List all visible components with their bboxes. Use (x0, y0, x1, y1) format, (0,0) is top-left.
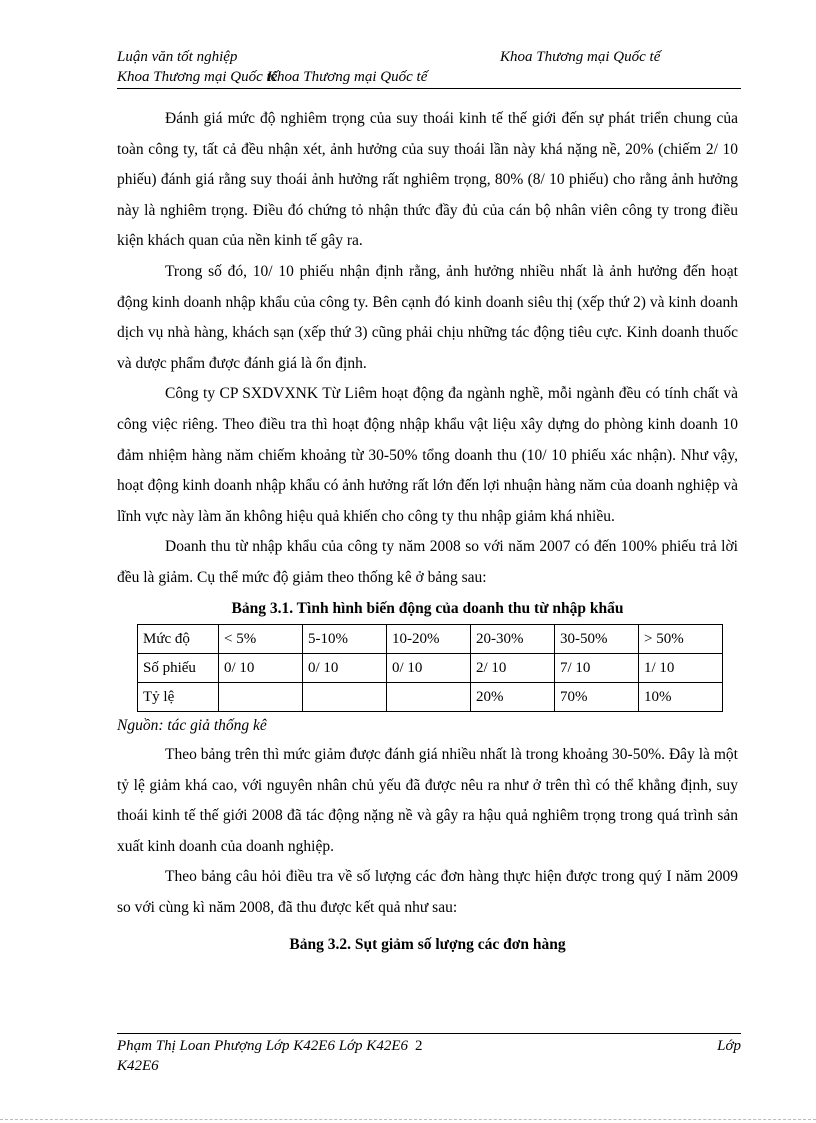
table-3-2-caption: Bảng 3.2. Sụt giảm số lượng các đơn hàng (289, 935, 566, 953)
table-cell: Tỷ lệ (138, 683, 219, 712)
footer-class-code: K42E6 (117, 1058, 159, 1074)
paragraph: Doanh thu từ nhập khẩu của công ty năm 2008 so với năm 2007 có đến 100% phiếu trả lời đều là giảm. Cụ thể mức độ giảm theo thống kê ở bảng sau: (117, 538, 738, 586)
table-cell: 30-50% (555, 625, 639, 654)
table-cell: 20% (471, 683, 555, 712)
table-cell (219, 683, 303, 712)
table-cell: 0/ 10 (303, 654, 387, 683)
table-cell: 7/ 10 (555, 654, 639, 683)
table-cell: 10-20% (387, 625, 471, 654)
table-cell (303, 683, 387, 712)
paragraph: Trong số đó, 10/ 10 phiếu nhận định rằng, ảnh hưởng nhiều nhất là ảnh hưởng đến hoạt động kinh doanh nhập khẩu của công ty. Bên cạnh đó kinh doanh siêu thị (xếp thứ 2) và kinh doanh dịch vụ nhà hàng, khách sạn (xếp thứ 3) cũng phải chịu những tác động tiêu cực. Kinh doanh thuốc và dược phẩm được đánh giá là ổn định. (117, 262, 738, 372)
header-thesis-title: Luận văn tốt nghiệp (117, 49, 238, 65)
footer-divider (117, 1033, 741, 1034)
paragraph: Theo bảng trên thì mức giảm được đánh giá nhiều nhất là trong khoảng 30-50%. Đây là một tỷ lệ giảm khá cao, với nguyên nhân chủ yếu đã được nêu ra như ở trên thì có thể khẳng định, suy thoái kinh tế thế giới 2008 đã tác động nặng nề và gây ra hậu quả nghiêm trọng trong quá trình sản xuất kinh doanh của doanh nghiệp. (117, 746, 738, 855)
table-cell: 10% (639, 683, 723, 712)
table-row (138, 625, 723, 654)
table-row (138, 654, 723, 683)
footer-author: Phạm Thị Loan Phượng Lớp K42E6 Lớp K42E6 (117, 1038, 408, 1054)
table-cell: > 50% (639, 625, 723, 654)
header-divider (117, 88, 741, 89)
header-faculty-repeat-1: Khoa Thương mại Quốc tế (117, 69, 278, 85)
table-cell: < 5% (219, 625, 303, 654)
table-cell: 0/ 10 (387, 654, 471, 683)
header-faculty-repeat-2: Khoa Thương mại Quốc tế (267, 69, 428, 85)
table-cell: Mức độ (138, 625, 219, 654)
table-3-1 (137, 624, 723, 712)
table-cell: 20-30% (471, 625, 555, 654)
table-cell: Số phiếu (138, 654, 219, 683)
page-header (117, 47, 741, 85)
header-faculty: Khoa Thương mại Quốc tế (500, 49, 661, 65)
table-cell: 0/ 10 (219, 654, 303, 683)
paragraph: Công ty CP SXDVXNK Từ Liêm hoạt động đa ngành nghề, mỗi ngành đều có tính chất và công việc riêng. Theo điều tra thì hoạt động nhập khẩu vật liệu xây dựng do phòng kinh doanh 10 đảm nhiệm hàng năm chiếm khoảng từ 30-50% tổng doanh thu (10/ 10 phiếu xác nhận). Như vậy, hoạt động kinh doanh nhập khẩu có ảnh hưởng rất lớn đến lợi nhuận hàng năm của doanh nghiệp và lĩnh vực này làm ăn không hiệu quả khiến cho công ty thu nhập giảm khá nhiều. (117, 385, 738, 525)
table-cell (387, 683, 471, 712)
table-cell: 5-10% (303, 625, 387, 654)
paragraph: Theo bảng câu hỏi điều tra về số lượng các đơn hàng thực hiện được trong quý I năm 2009 so với cùng kì năm 2008, đã thu được kết quả như sau: (117, 868, 738, 917)
table-cell: 2/ 10 (471, 654, 555, 683)
table-cell: 70% (555, 683, 639, 712)
table-3-1-caption: Bảng 3.1. Tình hình biến động của doanh thu từ nhập khẩu (231, 599, 624, 617)
paragraph: Đánh giá mức độ nghiêm trọng của suy thoái kinh tế thế giới đến sự phát triển chung của toàn công ty, tất cả đều nhận xét, ảnh hưởng của suy thoái lần này khá nặng nề, 20% (chiếm 2/ 10 phiếu) đánh giá rằng suy thoái ảnh hưởng rất nghiêm trọng, 80% (8/ 10 phiếu) cho rằng ảnh hưởng này là nghiêm trọng. Điều đó chứng tỏ nhận thức đầy đủ của cán bộ nhân viên công ty trong điều kiện khách quan của nền kinh tế gây ra. (117, 110, 738, 250)
page-edge (0, 1119, 816, 1120)
table-cell: 1/ 10 (639, 654, 723, 683)
page-number: 2 (415, 1038, 423, 1054)
page-footer (117, 1036, 741, 1076)
table-row (138, 683, 723, 712)
footer-class-label: Lớp (717, 1038, 741, 1054)
document-body (117, 104, 738, 960)
table-3-1-source: Nguồn: tác giả thống kê (117, 717, 267, 735)
